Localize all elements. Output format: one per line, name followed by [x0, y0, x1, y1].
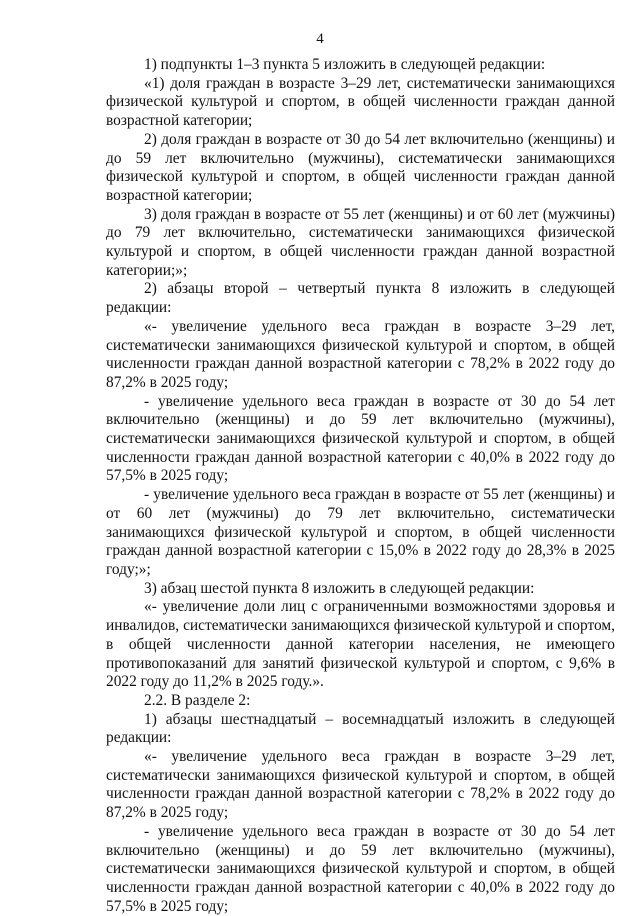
- paragraph: «- увеличение удельного веса граждан в возрасте 3–29 лет, систематически занимающихся физической культурой и спортом, в общей численности граждан данной возрастной категории с 78,2% в 2022 году до 87,2% в 2025 году;: [106, 317, 615, 391]
- document-body: [106, 56, 615, 916]
- paragraph: - увеличение удельного веса граждан в возрасте от 30 до 54 лет включительно (женщины) и до 59 лет включительно (мужчины), систематически занимающихся физической культурой и спортом, в общей численности граждан данной возрастной категории с 40,0% в 2022 году до 57,5% в 2025 году;: [106, 392, 615, 485]
- paragraph: 3) абзац шестой пункта 8 изложить в следующей редакции:: [144, 579, 535, 597]
- paragraph: - увеличение удельного веса граждан в возрасте от 55 лет (женщины) и от 60 лет (мужчины) до 79 лет включительно, систематически занимающихся физической культурой и спортом, в общей численности граждан данной возрастной категории с 15,0% в 2022 году до 28,3% в 2025 году;»;: [106, 486, 615, 578]
- paragraph: - увеличение удельного веса граждан в возрасте от 30 до 54 лет включительно (женщины) и до 59 лет включительно (мужчины), систематически занимающихся физической культурой и спортом, в общей численности граждан данной возрастной категории с 40,0% в 2022 году до 57,5% в 2025 году;: [106, 822, 615, 915]
- paragraph: 1) абзацы шестнадцатый – восемнадцатый изложить в следующей редакции:: [106, 710, 615, 747]
- paragraph: 3) доля граждан в возрасте от 55 лет (женщины) и от 60 лет (мужчины) до 79 лет включительно, систематически занимающихся физической культурой и спортом, в общей численности граждан данной возрастной категории;»;: [106, 205, 615, 279]
- paragraph: «1) доля граждан в возрасте 3–29 лет, систематически занимающихся физической культурой и спортом, в общей численности граждан данной возрастной категории;: [106, 74, 615, 130]
- paragraph: 2) абзацы второй – четвертый пункта 8 изложить в следующей редакции:: [106, 280, 615, 317]
- paragraph: «- увеличение доли лиц с ограниченными возможностями здоровья и инвалидов, систематически занимающихся физической культурой и спортом, в общей численности данной категории населения, не имеющего противопоказаний для занятий физической культурой и спортом, с 9,6% в 2022 году до 11,2% в 2025 году.».: [106, 598, 615, 691]
- paragraph: «- увеличение удельного веса граждан в возрасте 3–29 лет, систематически занимающихся физической культурой и спортом, в общей численности граждан данной возрастной категории с 78,2% в 2022 году до 87,2% в 2025 году;: [106, 748, 615, 822]
- page-number: 4: [316, 31, 324, 47]
- paragraph: 2) доля граждан в возрасте от 30 до 54 лет включительно (женщины) и до 59 лет включительно (мужчины), систематически занимающихся физической культурой и спортом, в общей численности граждан данной возрастной категории;: [106, 130, 615, 204]
- paragraph: 1) подпункты 1–3 пункта 5 изложить в следующей редакции:: [144, 56, 546, 73]
- paragraph: 2.2. В разделе 2:: [144, 691, 251, 709]
